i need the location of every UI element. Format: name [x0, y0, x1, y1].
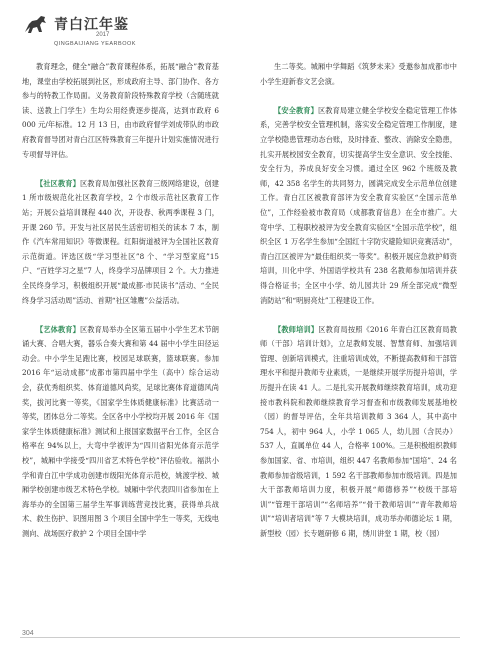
- yearbook-brand: 青白江年鉴: [54, 17, 129, 33]
- paragraph-community-education: 【社区教育】区教育局加强社区教育三级网络建设，创建 1 所市级规范化社区教育学校，2 个市级示范社区教育工作站；开展公益培训课程 440 次，开设春、秋两季课程 3 门，开课 260 节。开发与社区居民生活密切相关的读本 7 本，制作《汽车常用知识》等微课程。红阳街道被评为全国社区教育示范街道。评选区级“学习型社区”8 个、“学习型家庭”15 户、“百姓学习之星”7 人，终身学习品牌项目 2 个。大力推进全民终身学习，积极组织开展“最成都·市民读书”活动、“全民终身学习活动周”活动、首期“社区雏鹰”公益活动。: [22, 178, 219, 305]
- section-tag: 【教师培训】: [274, 324, 319, 334]
- paragraph: 生二等奖。城厢中学舞蹈《筑梦未来》受邀参加成都市中小学生迎新春文艺会演。: [260, 62, 457, 86]
- yearbook-subtitle: QINGBAIJIANG YEARBOOK: [54, 41, 136, 47]
- page-number: 304: [22, 630, 38, 637]
- footer-divider: [20, 637, 460, 638]
- section-tag: 【社区教育】: [36, 178, 80, 188]
- paragraph-safety-education: 【安全教育】区教育局建立健全学校安全稳定管理工作体系，完善学校安全管理机制，落实安全稳定管理工作制度，建立学校隐患管理动态台账，及时排查、整改、消除安全隐患，扎实开展校园安全教育，切实提高学生安全意识、安全技能、安全行为，养成良好安全习惯。通过全区 962 个班级及教师，42 358 名学生的共同努力，圆满完成安全示范单位创建工作。青白江区被教育部评为安全教育实验区“全国示范单位”，工作经验被市教育局（成都教育信息）在全市推广。大弯中学、工程职校被评为安全教育实验区“全国示范学校”，组织全区 1 万名学生参加“全国红十字防灾避险知识竞赛活动”，青白江区被评为“最佳组织奖一等奖”。积极开展应急救护师资培训，川化中学、外国语学校共有 238 名教师参加培训并获得合格证书；全区中小学、幼儿园共计 29 所全部完成“微型消防站”和“明厨亮灶”工程建设工作。: [260, 105, 457, 305]
- left-column: [22, 60, 219, 556]
- paragraph: 教育理念，健全“融合”教育课程体系，拓展“融合”教育基地，课堂由学校拓展到社区，形成政府主导、部门协作、各方参与的特教工作局面。义务教育阶段特殊教育学校（含随班就读、送教上门学生）生均公用经费逐步提高，达到市政府 6 000 元/年标准。12 月 13 日，由市政府督学刘成带队的市政府教育督导团对青白江区特殊教育三年提升计划实施情况进行专项督导评估。: [22, 62, 219, 159]
- page-header: [22, 8, 222, 54]
- right-column: [260, 60, 457, 556]
- yearbook-year: 2017: [96, 32, 110, 38]
- paragraph-arts-sports-education: 【艺体教育】区教育局举办全区第五届中小学生艺术节朗诵大赛、合唱大赛，器乐合奏大赛和第 44 届中小学生田径运动会。中小学生足跑比赛，校园足球联赛，篮球联赛。参加 2016 年“运动成都”成都市第四届中学生（高中）综合运动会，获优秀组织奖、体育道德风尚奖，足球比赛体育道德风尚奖，拔河比赛一等奖，《国家学生体质健康标准》比赛活动一等奖，团体总分二等奖。全区各中小学校均开展 2016 年《国家学生体质健康标准》测试和上报国家数据平台工作，全区合格率在 94%以上，大弯中学被评为“四川省阳光体育示范学校”，城厢中学接受“四川省艺术特色学校”评估验收。福洪小学和青白江中学成功创建市级阳光体育示范校，姚渡学校、城厢学校创建市级艺术特色学校。城厢中学代表四川省参加在上海举办的全国第三届学生军事训练营竞技比赛，获得单兵战术、救生伤护、识图用图 3 个项目全国中学生一等奖，无线电测向、战场医疗救护 2 个项目全国中学: [22, 324, 219, 538]
- section-tag: 【艺体教育】: [36, 324, 80, 334]
- paragraph-teacher-training: 【教师培训】区教育局按照《2016 年青白江区教育局教师（干部）培训计划》，立足教师发展、智慧育师、加强培训管理、创新培训模式，注重培训成效，不断提高教师和干部管理水平和提升教师专业素质，一是继续开展学历提升培训，学历提升在读 41 人。二是扎实开展教师继续教育培训，成功迎接市教科院和教师继续教育学习督查和市级教师发展基地校（园）的督导评估，全年共培训教师 3 364 人，其中高中 754 人，初中 964 人，小学 1 065 人，幼儿园（含民办）537 人，直属单位 44 人，合格率 100%。三是积极组织教师参加国家、省、市培训，组织 447 名教师参加“国培”、24 名教师参加省级培训，1 592 名干部教师参加市级培训。四是加大干部教师培训力度，积极开展“师德修养”“校级干部培训”“管理干部培训”“名师培养”“骨干教师培训”“青年教师培训”“培训者培训”等 7 大模块培训，成功举办师德论坛 1 期，新型校（园）长专题研修 6 期，绣川讲堂 1 期，校（园）: [260, 324, 457, 538]
- section-tag: 【安全教育】: [274, 105, 318, 115]
- horse-logo-icon: [22, 12, 50, 38]
